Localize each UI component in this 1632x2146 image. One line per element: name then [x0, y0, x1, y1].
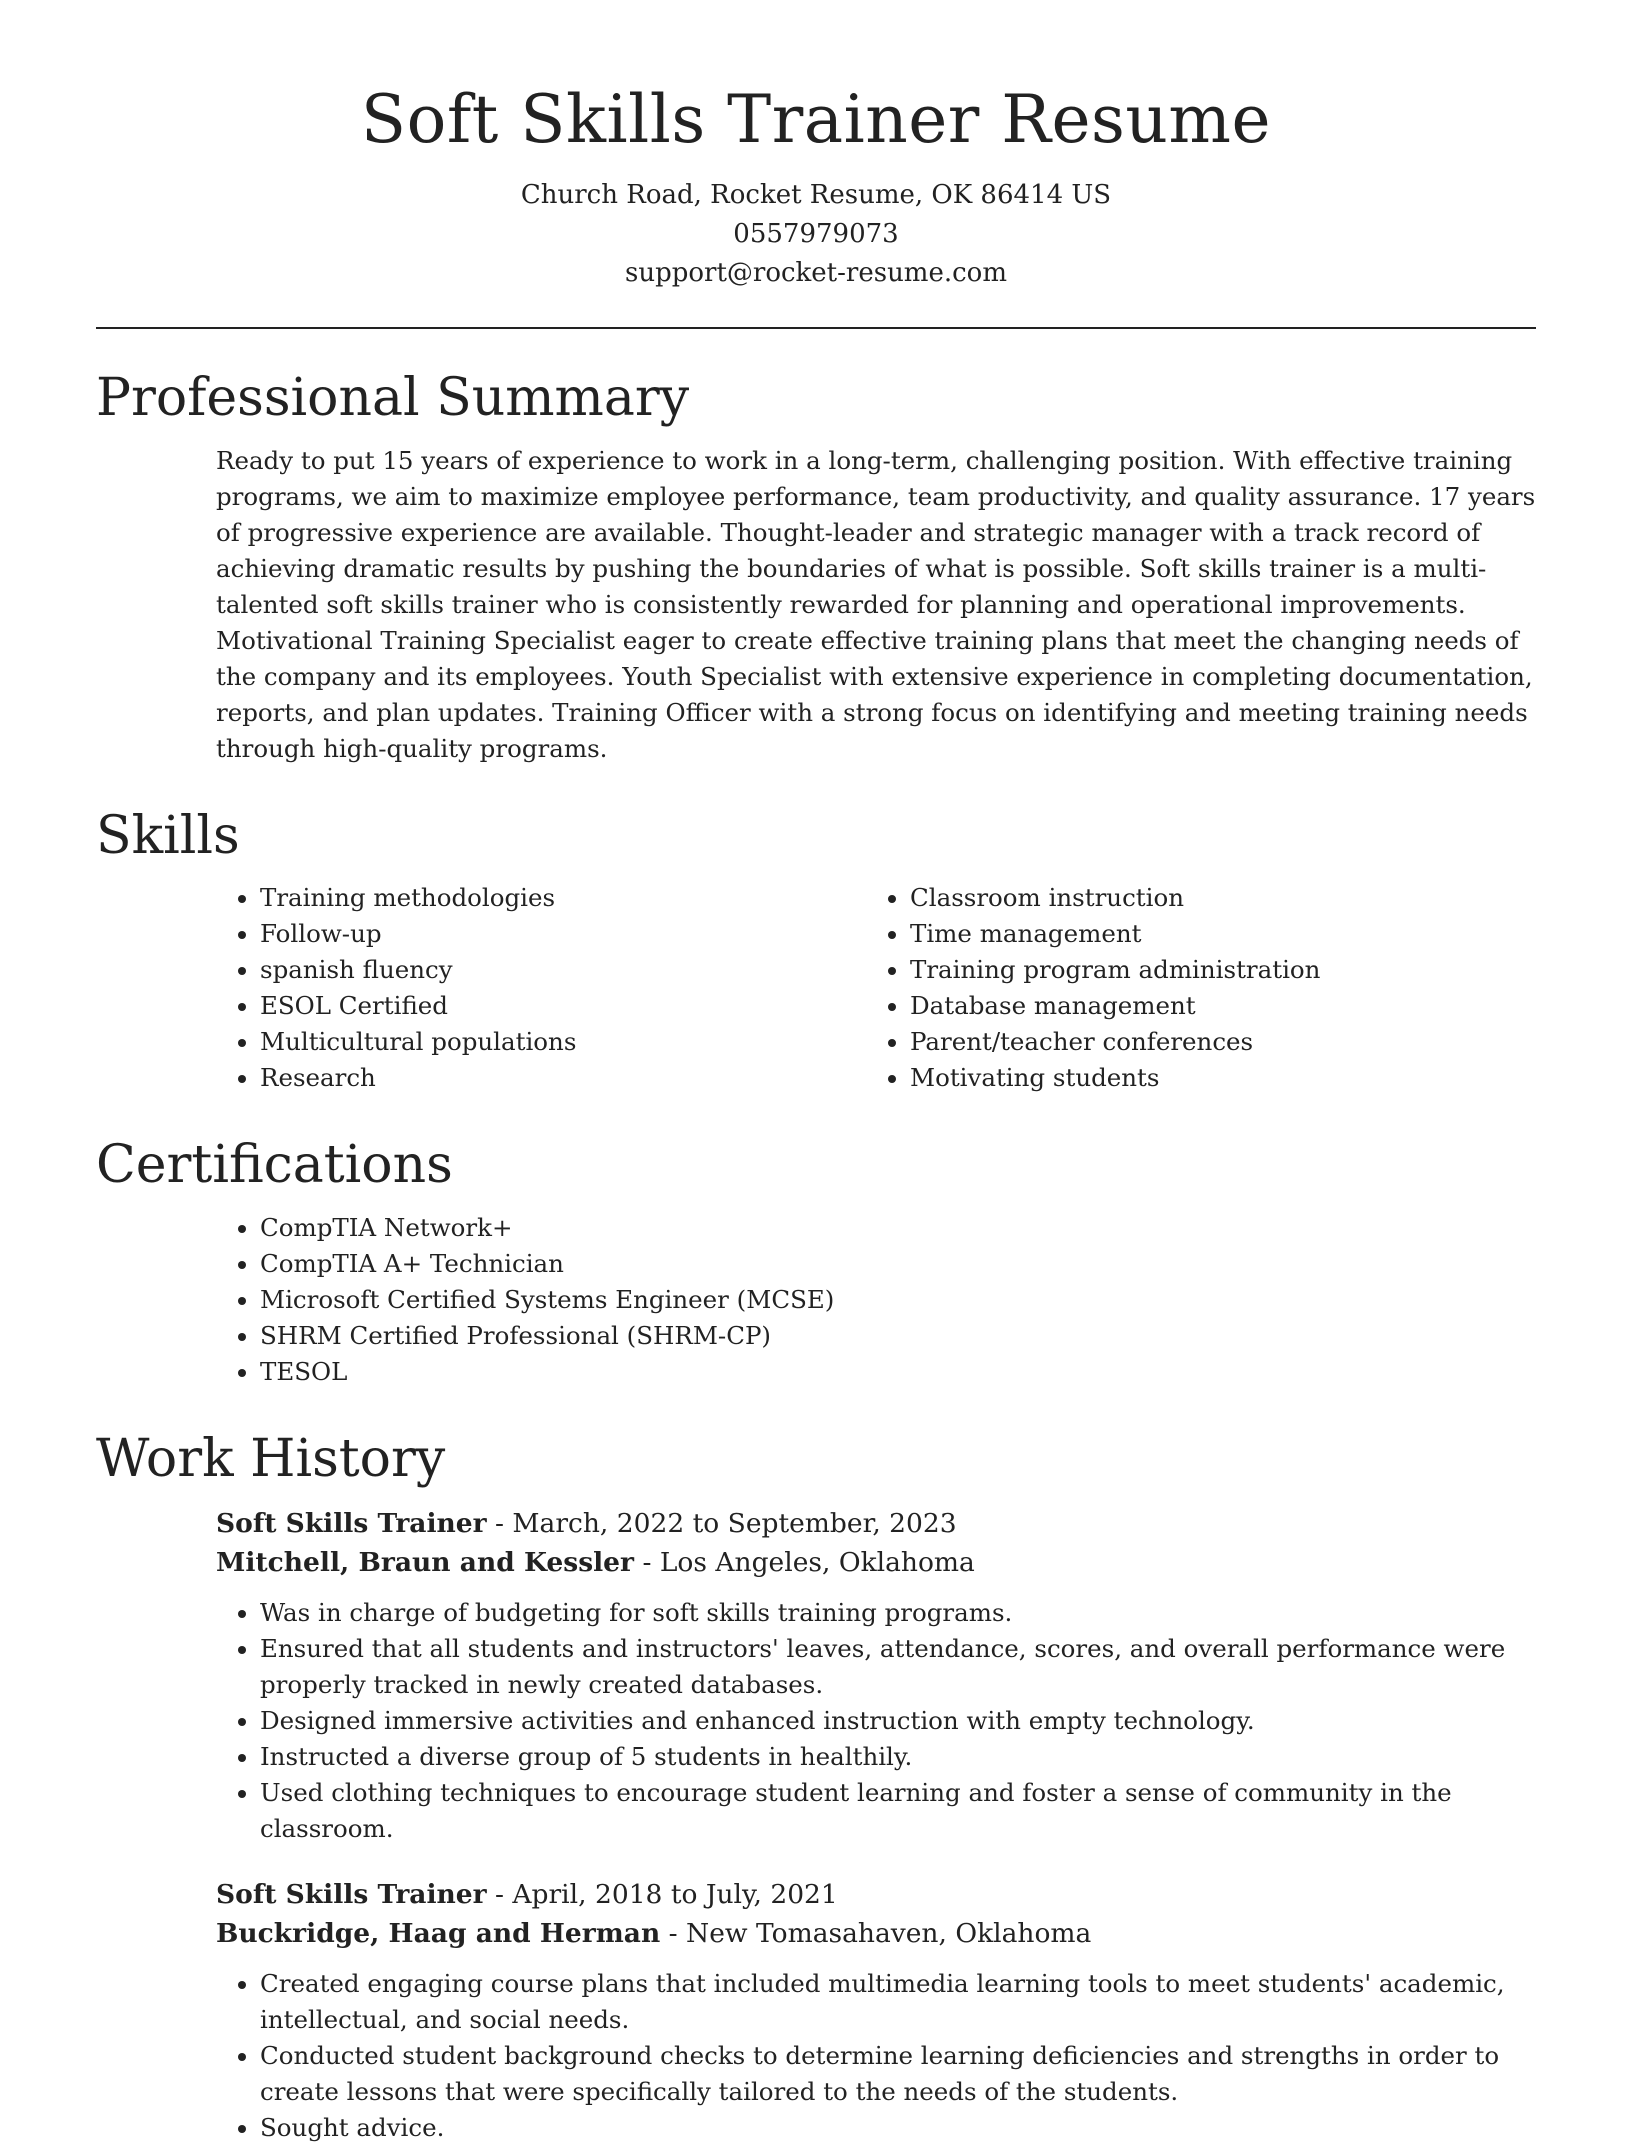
certification-item: • CompTIA A+ Technician: [260, 1246, 1536, 1282]
job-company: Buckridge, Haag and Herman: [216, 1918, 661, 1950]
job-title-line: [216, 1504, 1536, 1543]
skill-item: • Database management: [910, 988, 1536, 1024]
skill-item: • ESOL Certified: [260, 988, 866, 1024]
job-bullet: • Ensured that all students and instructors' leaves, attendance, scores, and overall performance were properly tracked in newly created databases.: [260, 1631, 1536, 1703]
certification-item: • TESOL: [260, 1354, 1536, 1390]
contact-email: support@rocket-resume.com: [624, 257, 1007, 288]
skill-item: • Time management: [910, 916, 1536, 952]
job-bullet: • Used clothing techniques to encourage student learning and foster a sense of community in the classroom.: [260, 1775, 1536, 1847]
skills-list-right: [866, 880, 1536, 1096]
job-title: Soft Skills Trainer: [216, 1879, 487, 1911]
certification-item: • SHRM Certified Professional (SHRM-CP): [260, 1318, 1536, 1354]
summary-section: [216, 443, 1536, 767]
skill-item: • Motivating students: [910, 1060, 1536, 1096]
job-title-line: [216, 1875, 1536, 1914]
job-bullets: [216, 1966, 1536, 2146]
certifications-heading: Certifications: [96, 1135, 453, 1196]
page-title: Soft Skills Trainer Resume: [360, 81, 1272, 158]
job-dates: - April, 2018 to July, 2021: [486, 1879, 838, 1911]
skill-item: • Training program administration: [910, 952, 1536, 988]
skill-item: • Parent/teacher conferences: [910, 1024, 1536, 1060]
job-entry: [216, 1504, 1536, 1847]
job-bullet: • Conducted student background checks to determine learning deficiencies and strengths in order to create lessons that were specifically tailored to the needs of the students.: [260, 2038, 1536, 2110]
job-bullet: • Sought advice.: [260, 2110, 1536, 2146]
skills-heading: Skills: [96, 805, 240, 866]
certification-item: • Microsoft Certified Systems Engineer (MCSE): [260, 1282, 1536, 1318]
job-entry: [216, 1875, 1536, 2146]
job-title: Soft Skills Trainer: [216, 1508, 487, 1540]
skill-item: • Research: [260, 1060, 866, 1096]
summary-heading: Professional Summary: [96, 367, 690, 428]
job-bullet: • Was in charge of budgeting for soft skills training programs.: [260, 1595, 1536, 1631]
skill-item: • Follow-up: [260, 916, 866, 952]
certification-item: • CompTIA Network+: [260, 1210, 1536, 1246]
job-location: - Los Angeles, Oklahoma: [634, 1547, 975, 1579]
certifications-section: [216, 1210, 1536, 1390]
skill-item: • Multicultural populations: [260, 1024, 866, 1060]
contact-address: Church Road, Rocket Resume, OK 86414 US: [520, 179, 1112, 210]
skill-item: • spanish fluency: [260, 952, 866, 988]
job-bullet: • Created engaging course plans that included multimedia learning tools to meet students' academic, intellectual, and social needs.: [260, 1966, 1536, 2038]
skill-item: • Classroom instruction: [910, 880, 1536, 916]
job-bullet: • Designed immersive activities and enhanced instruction with empty technology.: [260, 1703, 1536, 1739]
job-bullets: [216, 1595, 1536, 1847]
skill-item: • Training methodologies: [260, 880, 866, 916]
summary-text: Ready to put 15 years of experience to work in a long-term, challenging position. With effective training programs, we aim to maximize employee performance, team productivity, and quality assurance. 17 years of progressive experience are available. Thought-leader and strategic manager with a track record of achieving dramatic results by pushing the boundaries of what is possible. Soft skills trainer is a multi-talented soft skills trainer who is consistently rewarded for planning and operational improvements. Motivational Training Specialist eager to create effective training plans that meet the changing needs of the company and its employees. Youth Specialist with extensive experience in completing documentation, reports, and plan updates. Training Officer with a strong focus on identifying and meeting training needs through high-quality programs.: [216, 445, 1536, 763]
work-history-heading: Work History: [96, 1429, 446, 1490]
skills-section: [216, 880, 1536, 1096]
job-company-line: [216, 1914, 1536, 1953]
certifications-list: [216, 1210, 1536, 1390]
skills-list-left: [216, 880, 866, 1096]
resume-header: [96, 0, 1536, 293]
job-company-line: [216, 1543, 1536, 1582]
contact-phone: 0557979073: [733, 218, 899, 249]
work-history-section: [216, 1504, 1536, 2146]
job-company: Mitchell, Braun and Kessler: [216, 1547, 635, 1579]
job-bullet: • Instructed a diverse group of 5 students in healthily.: [260, 1739, 1536, 1775]
job-dates: - March, 2022 to September, 2023: [486, 1508, 957, 1540]
header-divider: [96, 327, 1536, 329]
job-location: - New Tomasahaven, Oklahoma: [660, 1918, 1092, 1950]
